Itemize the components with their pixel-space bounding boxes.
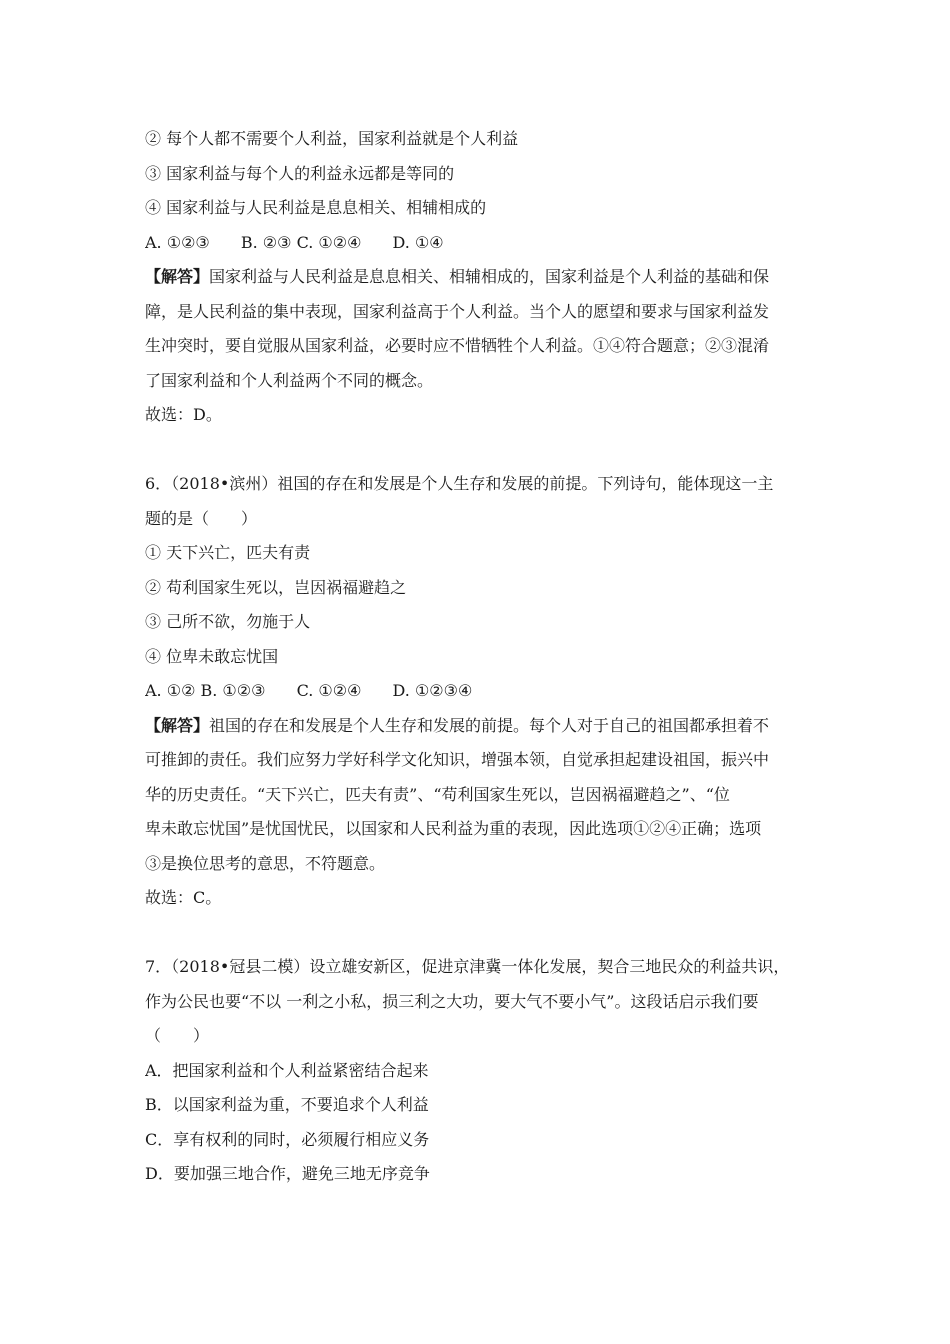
q6-item-2: ② 苟利国家生死以，岂因祸福避趋之 xyxy=(145,577,407,597)
q5-answer-text-1: 国家利益与人民利益是息息相关、相辅相成的，国家利益是个人利益的基础和保 xyxy=(209,267,770,286)
q7-option-d: D．要加强三地合作，避免三地无序竞争 xyxy=(145,1164,430,1183)
q6-answer-line-2: 可推卸的责任。我们应努力学好科学文化知识，增强本领，自觉承担起建设祖国，振兴中 xyxy=(145,750,770,769)
q6-options xyxy=(145,674,825,709)
q7-stem-line-2: 作为公民也要“不以 一利之小私，损三利之大功，要大气不要小气”。这段话启示我们要 xyxy=(145,991,759,1011)
q6-item-4: ④ 位卑未敢忘忧国 xyxy=(145,646,279,666)
q5-item-2: ② 每个人都不需要个人利益，国家利益就是个人利益 xyxy=(145,129,519,148)
q5-answer-line-1 xyxy=(145,260,825,295)
q6-option-c: C. ①②④ xyxy=(296,681,362,700)
q5-option-bc: B. ②③ C. ①②④ xyxy=(240,232,362,252)
q5-option-d: D. ①④ xyxy=(392,232,444,252)
q7-stem-line-3: （ ） xyxy=(145,1026,210,1045)
q6-answer-tag: 【解答】 xyxy=(145,715,210,735)
spacer xyxy=(145,433,825,468)
q7-option-c: C．享有权利的同时，必须履行相应义务 xyxy=(145,1129,430,1149)
q6-answer-line-5: ③是换位思考的意思，不符题意。 xyxy=(145,853,386,873)
q5-choice: 故选：D。 xyxy=(145,405,222,424)
q7-option-b: B．以国家利益为重，不要追求个人利益 xyxy=(145,1095,429,1114)
q5-answer-tag: 【解答】 xyxy=(145,267,210,286)
q6-choice: 故选：C。 xyxy=(145,888,222,907)
q5-option-a: A. ①②③ xyxy=(145,232,210,252)
q5-answer-line-2: 障，是人民利益的集中表现，国家利益高于个人利益。当个人的愿望和要求与国家利益发 xyxy=(145,301,770,321)
q5-options xyxy=(145,226,825,261)
q6-stem-line-1: 6．（2018•滨州）祖国的存在和发展是个人生存和发展的前提。下列诗句，能体现这一主 xyxy=(145,474,774,493)
q6-answer-line-1 xyxy=(145,709,825,744)
q7-stem-line-1: 7．（2018•冠县二模）设立雄安新区，促进京津冀一体化发展，契合三地民众的利益共识， xyxy=(145,957,790,976)
q5-item-4: ④ 国家利益与人民利益是息息相关、相辅相成的 xyxy=(145,198,487,217)
q5-answer-line-3: 生冲突时，要自觉服从国家利益，必要时应不惜牺牲个人利益。①④符合题意；②③混淆 xyxy=(145,336,770,355)
document-page xyxy=(145,122,825,1192)
q6-item-1: ① 天下兴亡，匹夫有责 xyxy=(145,543,311,562)
q6-stem-line-2: 题的是（ ） xyxy=(145,508,258,528)
q7-option-a: A．把国家利益和个人利益紧密结合起来 xyxy=(145,1060,429,1080)
q6-answer-text-1: 祖国的存在和发展是个人生存和发展的前提。每个人对于自己的祖国都承担着不 xyxy=(209,715,770,735)
q5-answer-line-4: 了国家利益和个人利益两个不同的概念。 xyxy=(145,370,434,390)
q6-option-ab: A. ①② B. ①②③ xyxy=(145,681,266,700)
q6-item-3: ③ 己所不欲，勿施于人 xyxy=(145,612,311,631)
spacer xyxy=(145,916,825,951)
q6-answer-line-4: 卑未敢忘忧国”是忧国忧民，以国家和人民利益为重的表现，因此选项①②④正确；选项 xyxy=(145,819,762,838)
q6-answer-line-3: 华的历史责任。“天下兴亡，匹夫有责”、“苟利国家生死以，岂因祸福避趋之”、“位 xyxy=(145,784,730,804)
q5-item-3: ③ 国家利益与每个人的利益永远都是等同的 xyxy=(145,163,455,183)
q6-option-d: D. ①②③④ xyxy=(392,681,473,700)
